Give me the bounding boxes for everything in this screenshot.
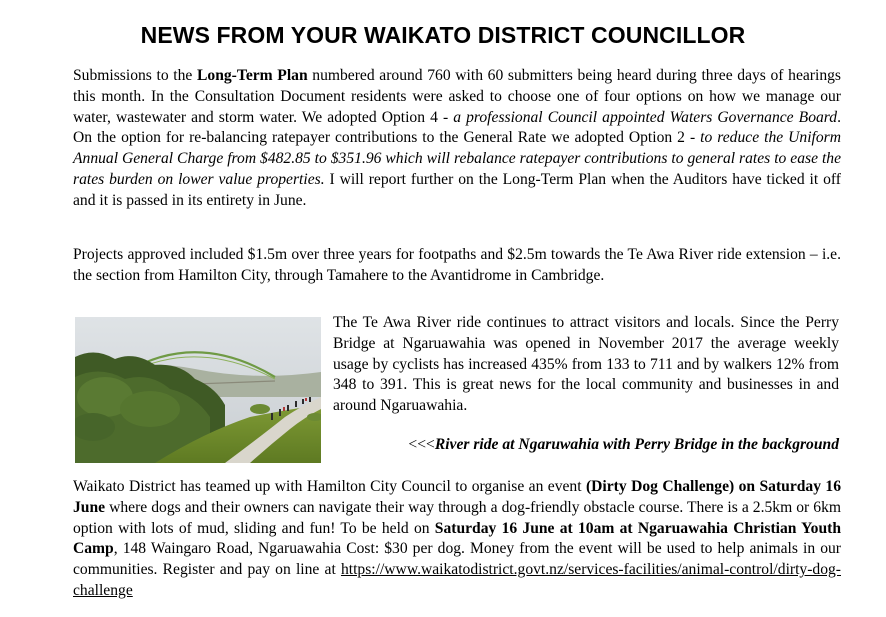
text-run: where dogs and their owners can navigate their way through a dog-friendly obstacle course. There is a 2.5km or 6km option with lots of mud, sliding and fun! To be held on bbox=[73, 498, 841, 537]
river-ride-photo-illustration bbox=[75, 317, 321, 463]
text-run: I will report further on the Long-Term Plan when the Auditors have ticked it off and it is passed in its entirety in June. bbox=[73, 170, 841, 209]
page-title: NEWS FROM YOUR WAIKATO DISTRICT COUNCILLOR bbox=[140, 22, 746, 48]
italic-text: a professional Council appointed Waters Governance Board bbox=[453, 108, 838, 126]
text-run: , 148 Waingaro Road, Ngaruawahia Cost: $30 per dog. Money from the event will be used to help animals in our communities. Register and pay on line at bbox=[73, 540, 841, 579]
bold-text: (Dirty Dog Challenge) on Saturday 16 June bbox=[73, 478, 841, 516]
text-run: numbered around 760 with 60 submitters being heard during three days of hearings this month. In the Consultation Document residents were asked to choose one of four options on how we manage our water, wastewater and storm water. We adopted Option 4 - bbox=[73, 67, 841, 126]
bold-text: Saturday 16 June at 10am at Ngaruawahia Christian Youth Camp bbox=[73, 519, 841, 558]
projects-paragraph: Projects approved included $1.5m over three years for footpaths and $2.5m towards the Te Awa River ride extension – i.e. the section from Hamilton City, through Tamahere to the Avantidrome in Cambridge. bbox=[73, 246, 841, 284]
caption-text: River ride at Ngaruwahia with Perry Bridge in the background bbox=[434, 436, 839, 453]
long-term-plan-paragraph bbox=[73, 66, 841, 212]
dirty-dog-challenge-link[interactable]: https://www.waikatodistrict.govt.nz/services-facilities/animal-control/dirty-dog-challenge bbox=[73, 561, 841, 599]
italic-text: to reduce the Uniform Annual General Charge from $482.85 to $351.96 which will rebalance ratepayer contributions to general rates to ease the rates burden on lower value properties. bbox=[73, 129, 842, 188]
photo-caption bbox=[333, 435, 839, 456]
dirty-dog-paragraph bbox=[73, 477, 841, 602]
text-run: Waikato District has teamed up with Hamilton City Council to organise an event bbox=[73, 478, 586, 495]
text-run: Submissions to the bbox=[73, 67, 197, 84]
river-ride-photo bbox=[75, 317, 321, 463]
caption-arrows: <<< bbox=[408, 436, 435, 453]
bold-text: Long-Term Plan bbox=[197, 67, 308, 84]
text-run: . On the option for re-balancing ratepayer contributions to the General Rate we adopted Option 2 - bbox=[73, 108, 841, 147]
river-ride-paragraph: The Te Awa River ride continues to attract visitors and locals. Since the Perry Bridge at Ngaruawahia was opened in November 2017 the average weekly usage by cyclists has increased 435% from 133 to 711 and by walkers 12% from 348 to 391. This is great news for the local community and businesses in and around Ngaruawahia. bbox=[333, 314, 839, 415]
